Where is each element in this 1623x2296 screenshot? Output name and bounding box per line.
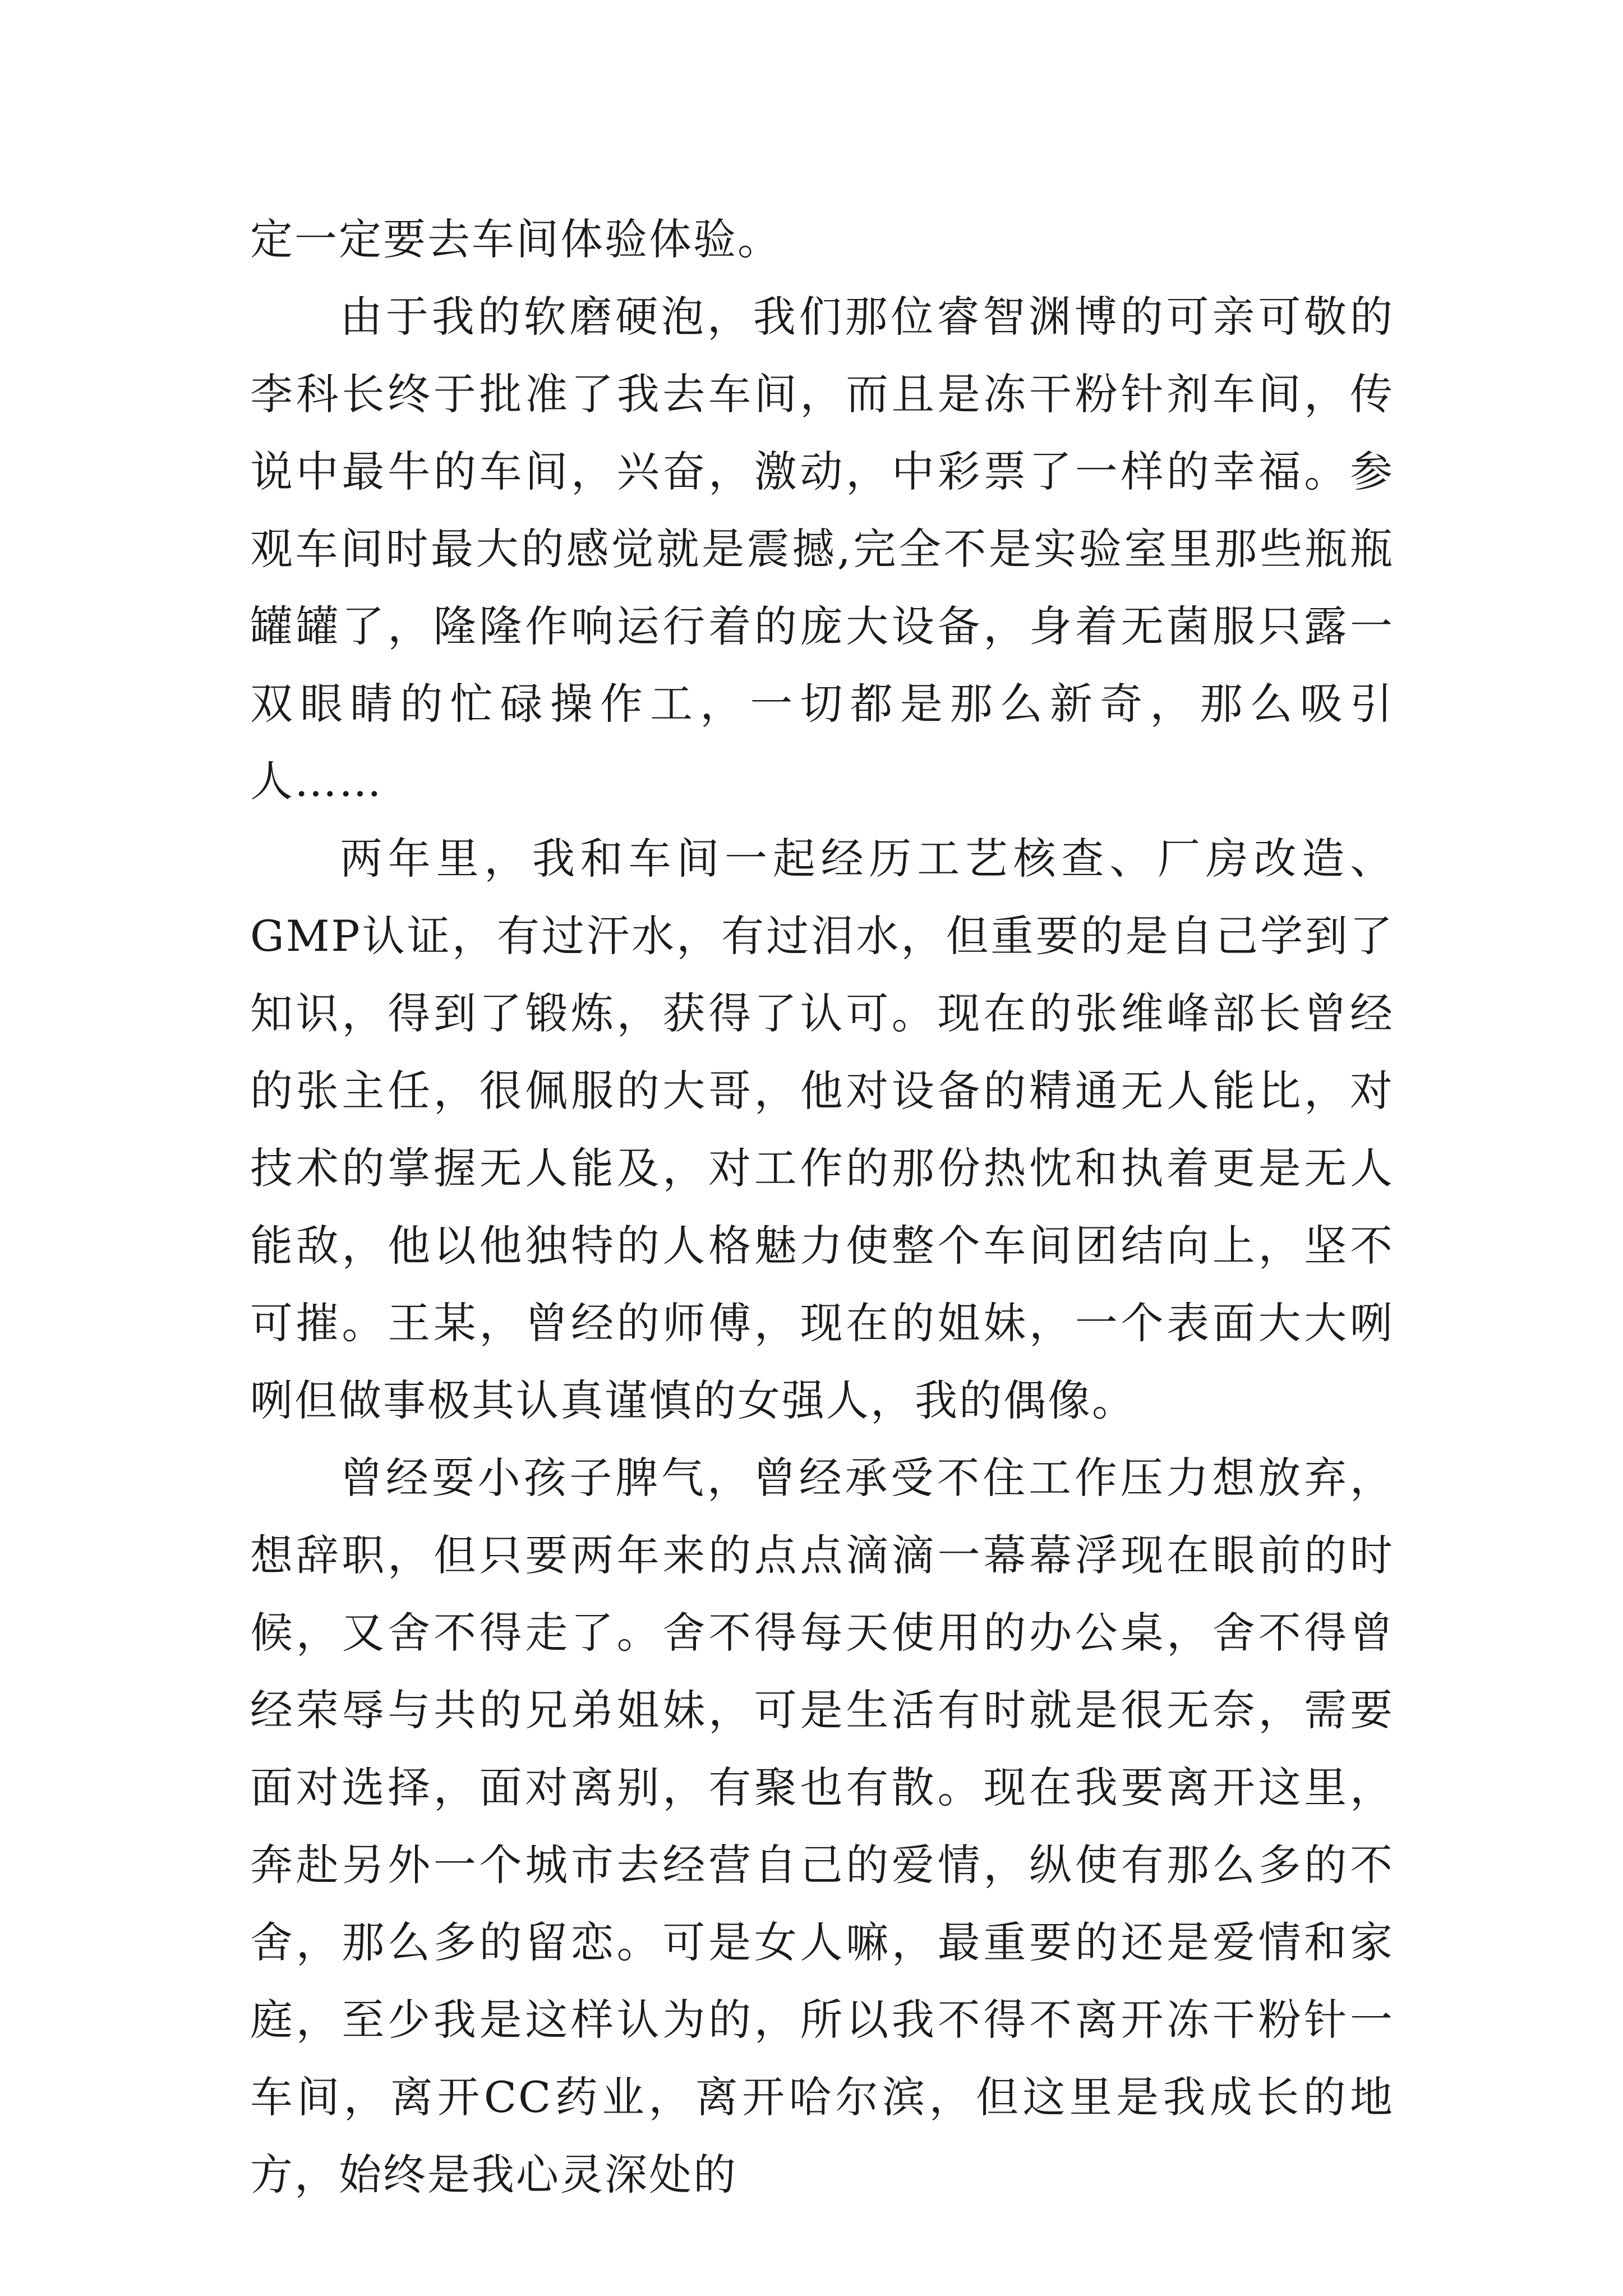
- paragraph-two-years: 两年里，我和车间一起经历工艺核查、厂房改造、GMP认证，有过汗水，有过泪水，但重要的是自己学到了知识，得到了锻炼，获得了认可。现在的张维峰部长曾经的张主任，很佩服的大哥，他对设备的精通无人能比，对技术的掌握无人能及，对工作的那份热忱和执着更是无人能敌，他以他独特的人格魅力使整个车间团结向上，坚不可摧。王某，曾经的师傅，现在的姐妹，一个表面大大咧咧但做事极其认真谨慎的女强人，我的偶像。: [250, 834, 1394, 1425]
- paragraph-leaving: 曾经耍小孩子脾气，曾经承受不住工作压力想放弃，想辞职，但只要两年来的点点滴滴一幕幕浮现在眼前的时候，又舍不得走了。舍不得每天使用的办公桌，舍不得曾经荣辱与共的兄弟姐妹，可是生活有时就是很无奈，需要面对选择，面对离别，有聚也有散。现在我要离开这里，奔赴另外一个城市去经营自己的爱情，纵使有那么多的不舍，那么多的留恋。可是女人嘛，最重要的还是爱情和家庭，至少我是这样认为的，所以我不得不离开冻干粉针一车间，离开CC药业，离开哈尔滨，但这里是我成长的地方，始终是我心灵深处的: [250, 1453, 1394, 2200]
- paragraph-workshop-approval: 由于我的软磨硬泡，我们那位睿智渊博的可亲可敬的李科长终于批准了我去车间，而且是冻干粉针剂车间，传说中最牛的车间，兴奋，激动，中彩票了一样的幸福。参观车间时最大的感觉就是震撼,完全不是实验室里那些瓶瓶罐罐了，隆隆作响运行着的庞大设备，身着无菌服只露一双眼睛的忙碌操作工，一切都是那么新奇，那么吸引人……: [250, 292, 1394, 806]
- paragraph-continued: 定一定要去车间体验体验。: [250, 214, 782, 264]
- document-body: [250, 201, 1394, 2214]
